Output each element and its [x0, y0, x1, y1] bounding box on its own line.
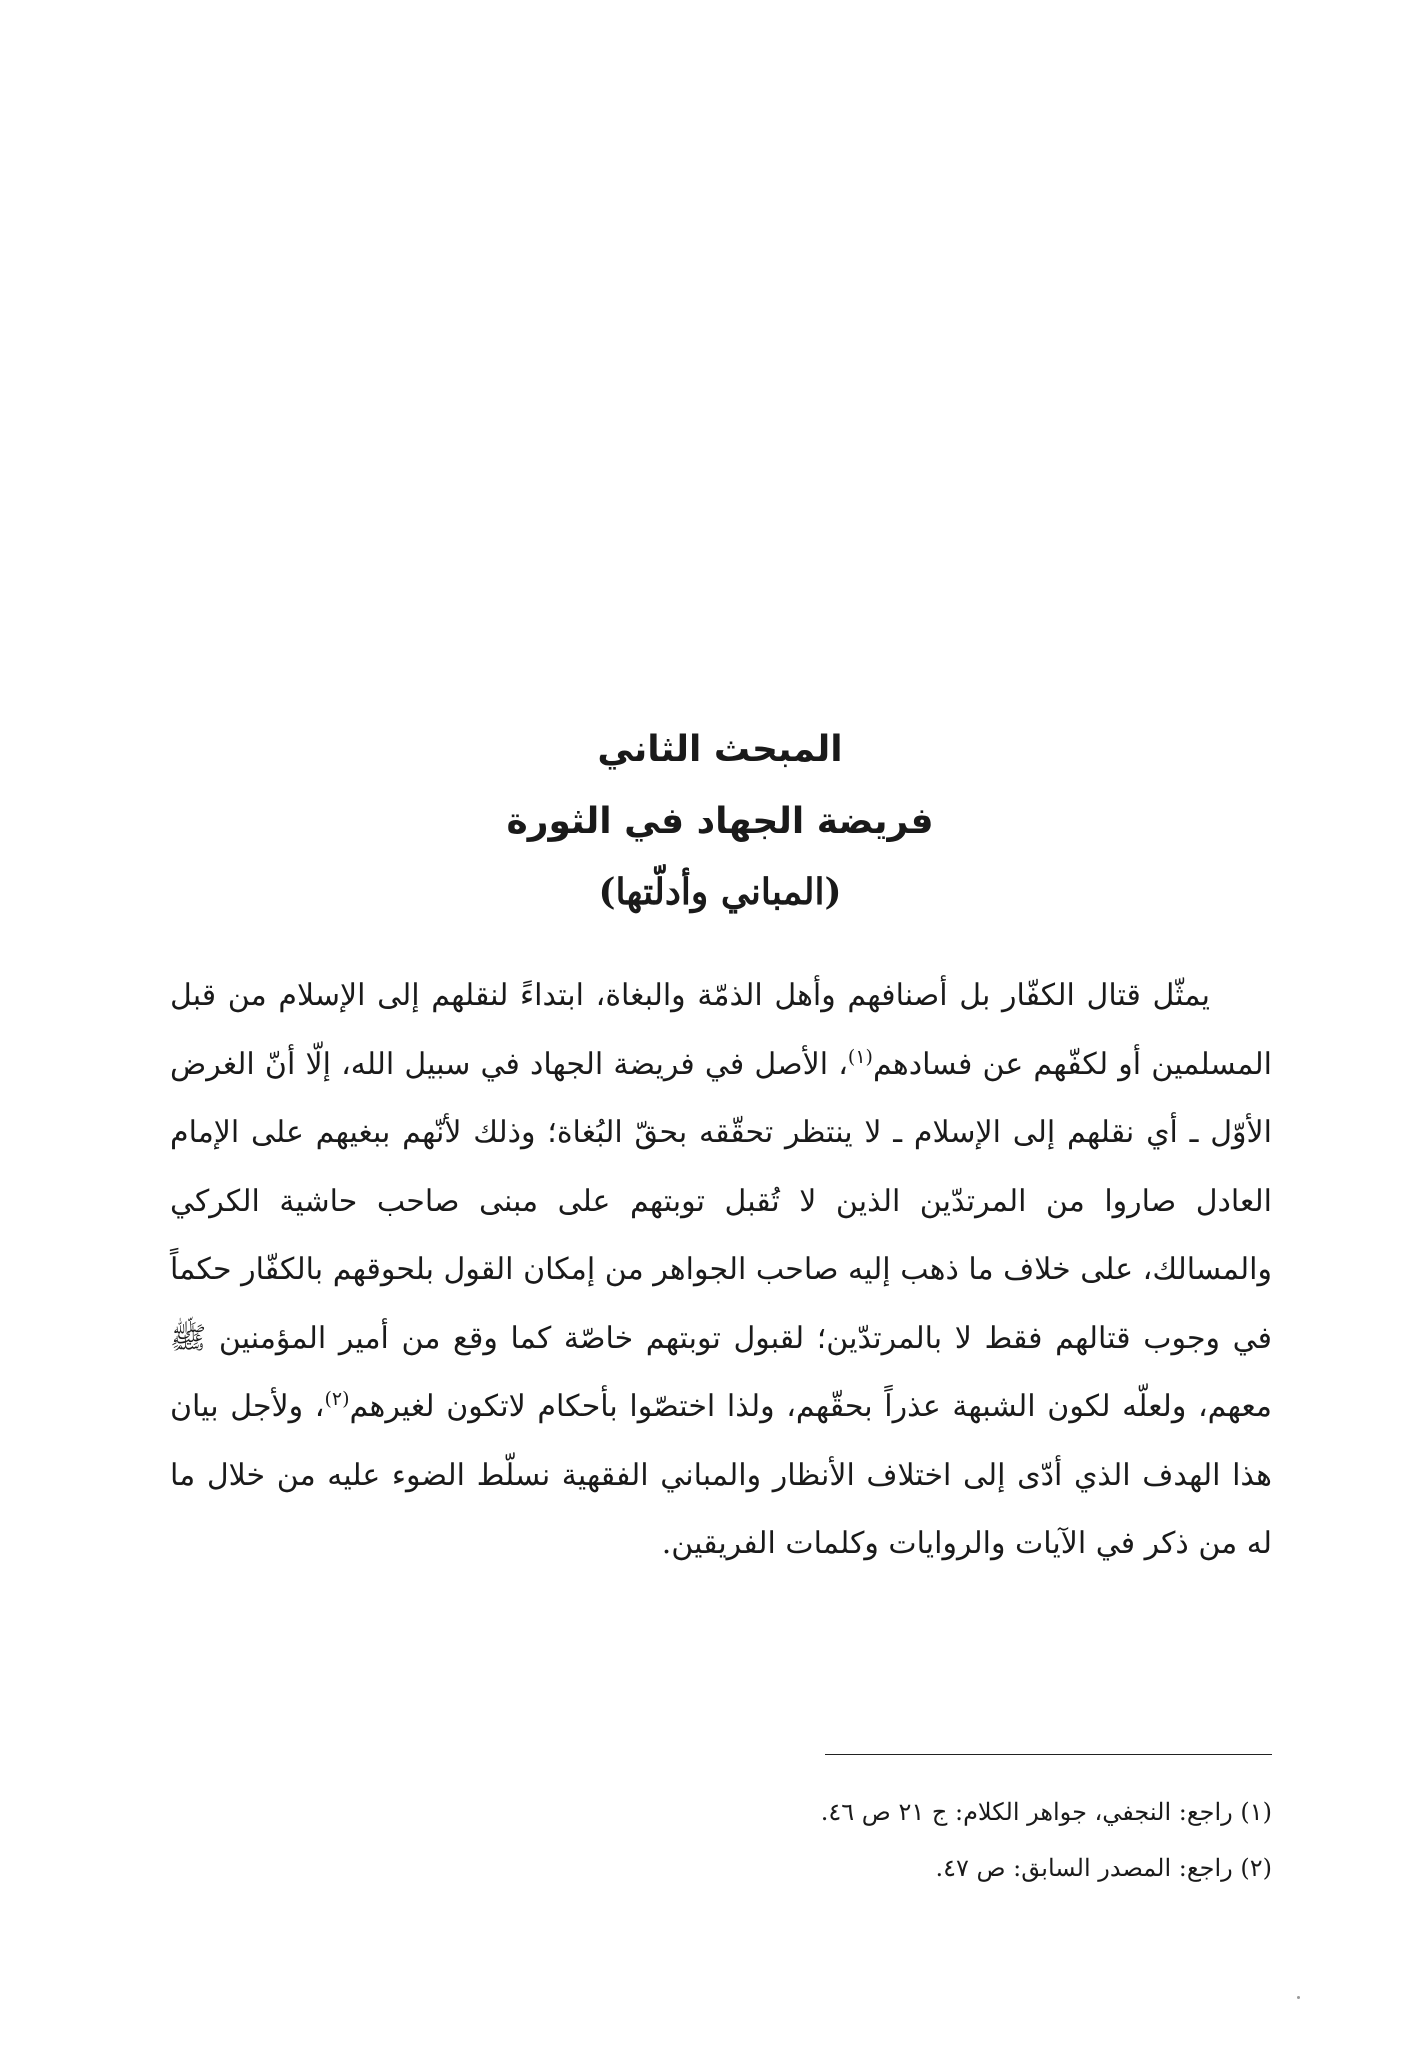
footnote-ref-2: (٢) — [324, 1388, 350, 1410]
paragraph — [170, 962, 1272, 1579]
chapter-subtitle: (المباني وأدلّتها) — [598, 871, 842, 913]
chapter-title: فريضة الجهاد في الثورة — [506, 801, 934, 842]
footnote-2: (٢) راجع: المصدر السابق: ص ٤٧. — [935, 1854, 1272, 1882]
paragraph-text-1: يمثّل قتال الكفّار بل أصنافهم وأهل الذمّة والبغاة، ابتداءً لنقلهم إلى الإسلام من قبل المسلمين أو لكفّهم عن فسادهم — [170, 978, 1272, 1082]
chapter-headings — [170, 725, 1270, 917]
body-paragraph — [170, 962, 1272, 1579]
section-heading: المبحث الثاني — [597, 729, 843, 770]
paragraph-text-2: ، الأصل في فريضة الجهاد في سبيل الله، إلّا أنّ الغرض الأوّل ـ أي نقلهم إلى الإسلام ـ لا ينتظر تحقّقه بحقّ البُغاة؛ وذلك لأنّهم ببغيهم على الإمام العادل صاروا من المرتدّين الذين لا تُقبل توبتهم على مبنى صاحب حاشية الكركي والمسالك، على خلاف ما ذهب إليه صاحب الجواهر من إمكان القول بلحوقهم بالكفّار حكماً في وجوب قتالهم فقط لا بالمرتدّين؛ لقبول توبتهم خاصّة كما وقع من أمير المؤمنين ﷺ معهم، ولعلّه لكون الشبهة عذراً بحقّهم، ولذا اختصّوا بأحكام لاتكون لغيرهم — [170, 1046, 1272, 1424]
paragraph-text-3: ، ولأجل بيان هذا الهدف الذي أدّى إلى اختلاف الأنظار والمباني الفقهية نسلّط الضوء عليه من خلال ما له من ذكر في الآيات والروايات وكلمات الفريقين. — [170, 1389, 1272, 1561]
scan-speck — [1297, 1996, 1300, 1999]
footnote-ref-1: (١) — [847, 1045, 873, 1068]
footnotes — [170, 1784, 1272, 1896]
footnote-divider — [825, 1754, 1272, 1755]
footnote-1: (١) راجع: النجفي، جواهر الكلام: ج ٢١ ص ٤٦. — [820, 1798, 1272, 1826]
